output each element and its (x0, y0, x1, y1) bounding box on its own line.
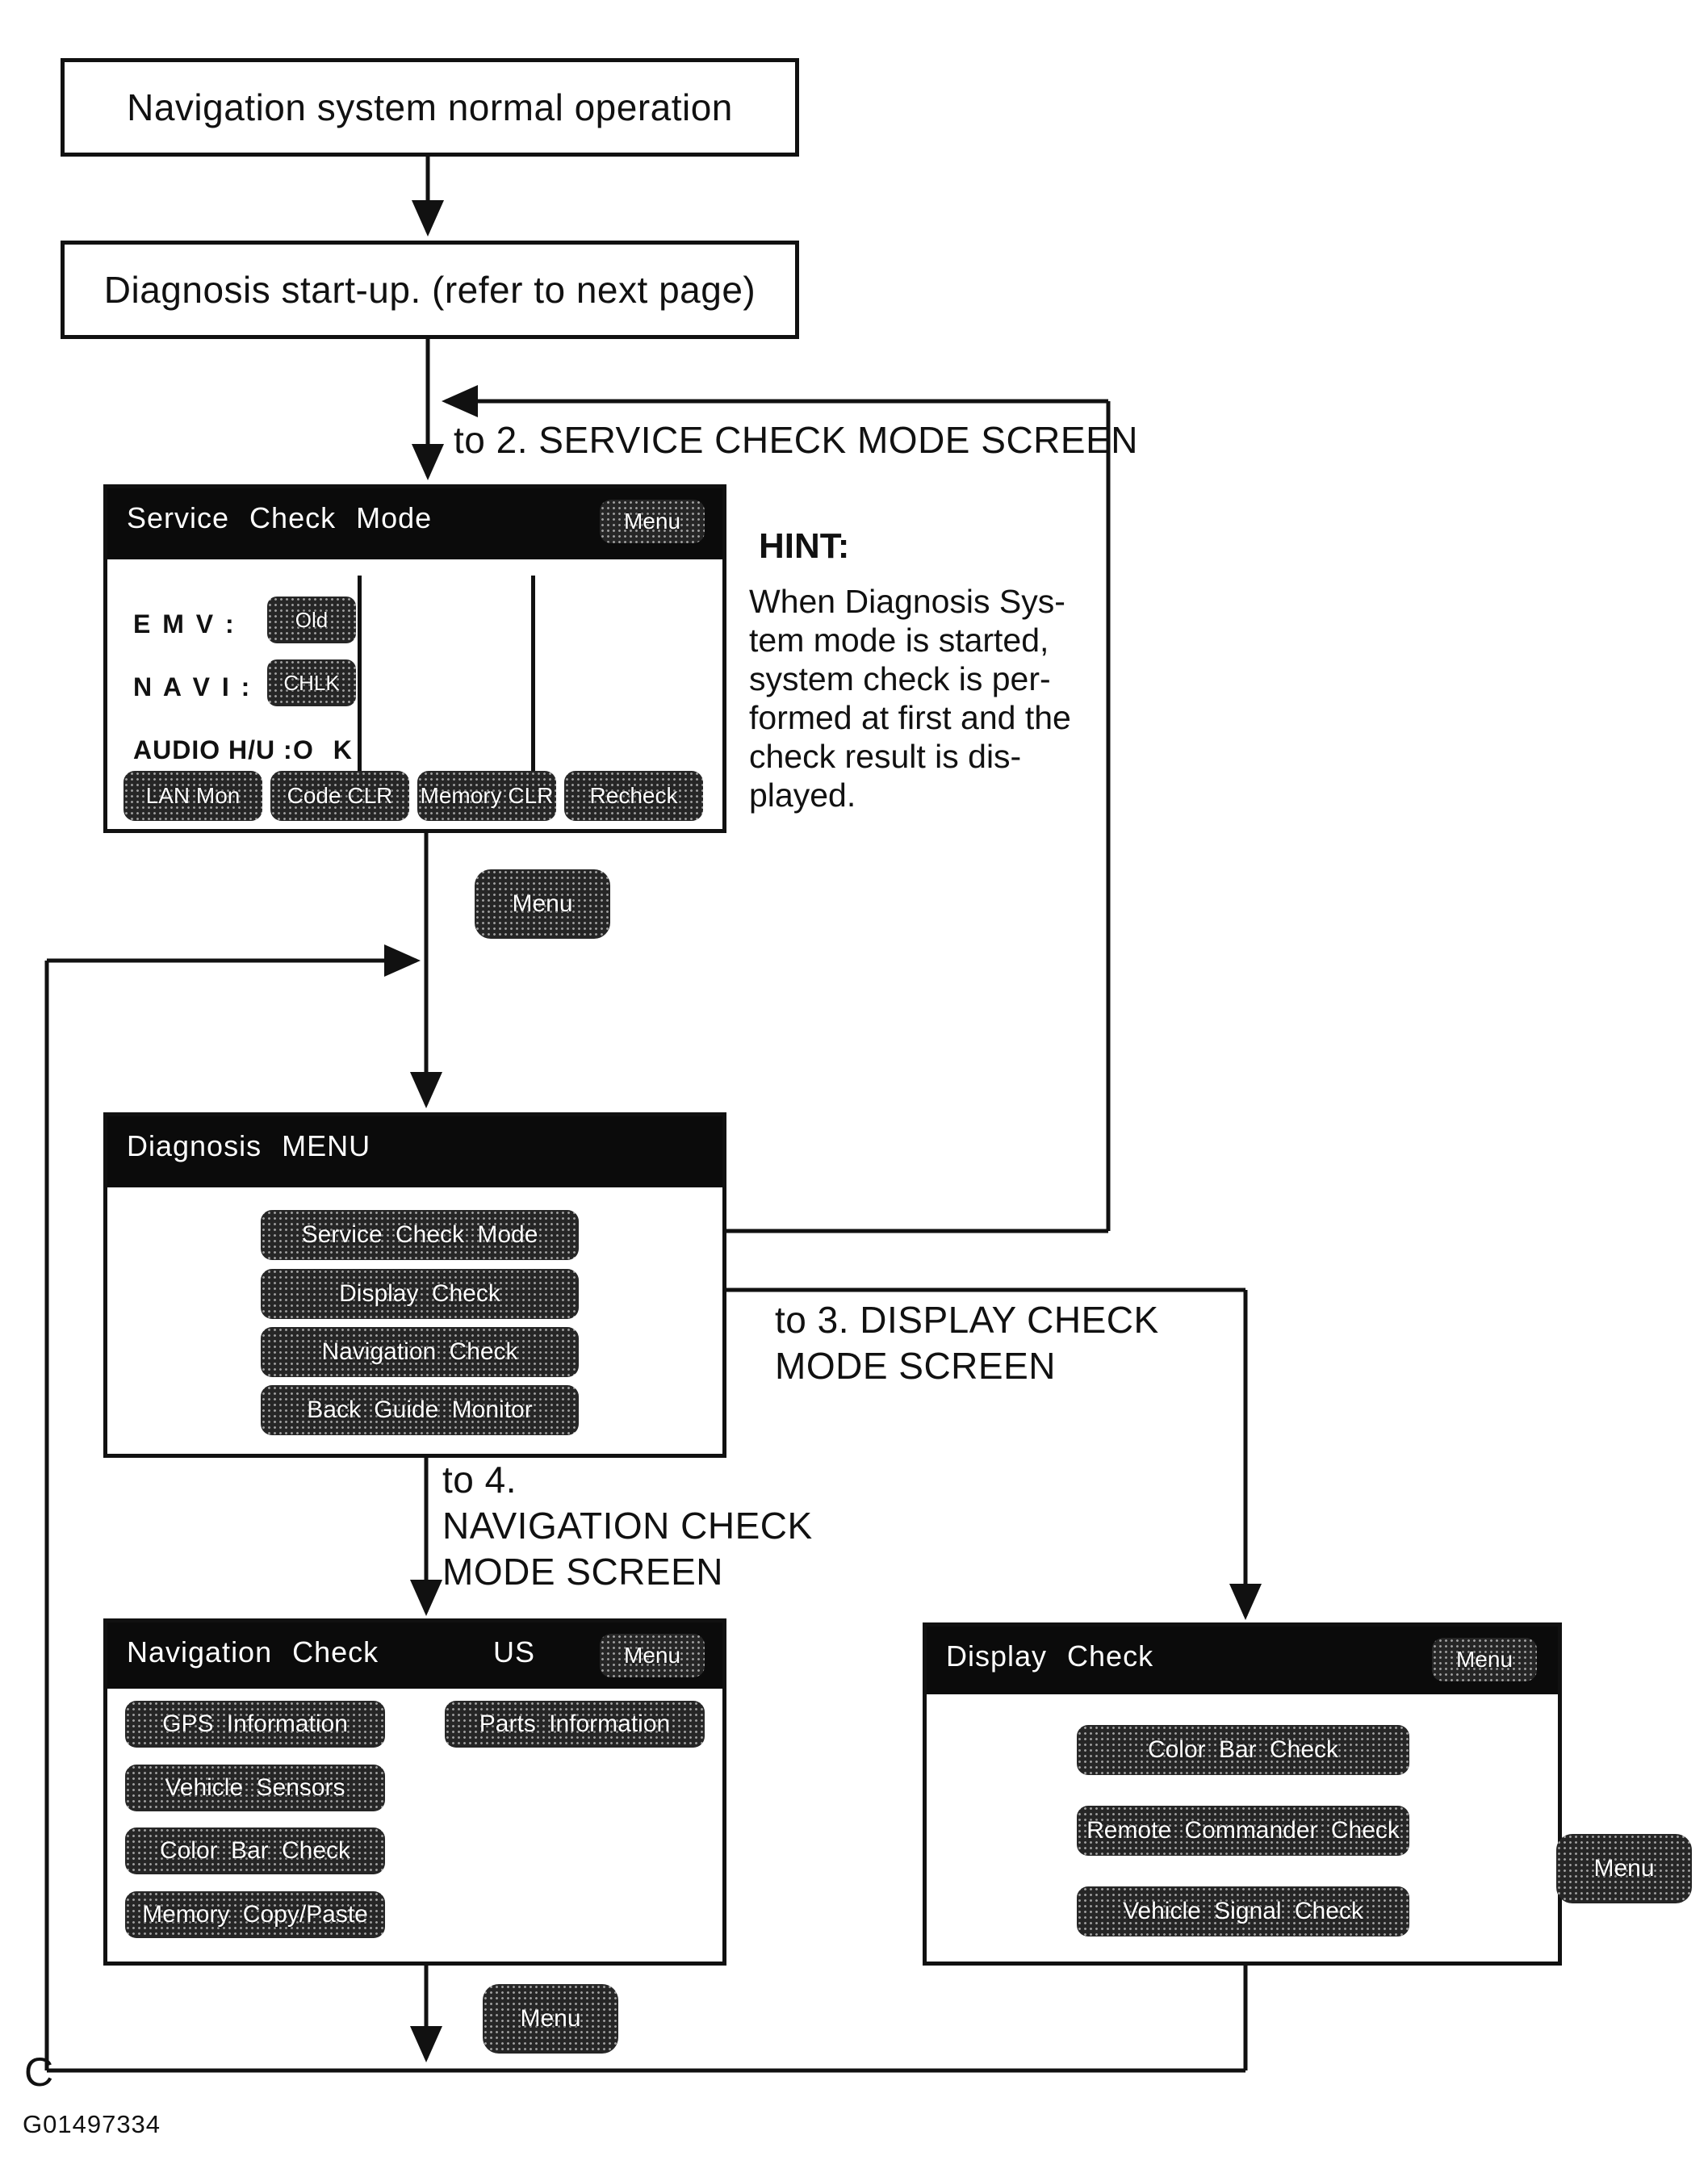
flow-box-normal-operation: Navigation system normal operation (61, 58, 799, 157)
remote-commander-check-button[interactable]: Remote Commander Check (1077, 1806, 1409, 1856)
gps-information-button[interactable]: GPS Information (125, 1701, 385, 1748)
navi-label: N A V I : (133, 672, 253, 701)
display-check-title: Display Check (946, 1639, 1154, 1673)
menu-return-button-service[interactable]: Menu (475, 869, 610, 939)
audio-hu-label: AUDIO H/U : (133, 735, 293, 764)
label-to-display-check-line1: to 3. DISPLAY CHECK (775, 1299, 1159, 1341)
color-bar-check-button-display[interactable]: Color Bar Check (1077, 1725, 1409, 1775)
hint-text-line: When Diagnosis Sys- (749, 583, 1065, 620)
hint-text-line: tem mode is started, (749, 622, 1049, 659)
display-check-titlebar (927, 1627, 1558, 1694)
memory-copy-paste-button[interactable]: Memory Copy/Paste (125, 1891, 385, 1938)
service-check-mode-screen (103, 484, 726, 833)
navigation-check-titlebar (107, 1622, 722, 1689)
navigation-check-screen (103, 1618, 726, 1966)
emv-status-chip[interactable]: Old (267, 597, 356, 643)
menu-return-button-display[interactable]: Menu (1556, 1834, 1692, 1903)
label-to-navigation-check-line1: to 4. (442, 1459, 517, 1501)
service-screen-menu-button[interactable]: Menu (600, 500, 705, 543)
menu-return-button-navigation[interactable]: Menu (483, 1984, 618, 2054)
flow-box-diagnosis-startup: Diagnosis start-up. (refer to next page) (61, 241, 799, 339)
audio-hu-value: O K (293, 735, 358, 764)
page-corner-label: C (24, 2049, 54, 2095)
label-to-display-check-line2: MODE SCREEN (775, 1345, 1056, 1387)
memory-clr-button[interactable]: Memory CLR (417, 771, 556, 821)
recheck-button[interactable]: Recheck (564, 771, 703, 821)
diagnosis-menu-screen (103, 1112, 726, 1458)
emv-label: E M V : (133, 609, 237, 639)
navigation-check-button[interactable]: Navigation Check (261, 1327, 579, 1377)
column-divider (531, 576, 535, 776)
hint-text-line: check result is dis- (749, 738, 1022, 775)
code-clr-button[interactable]: Code CLR (270, 771, 409, 821)
label-to-service-check-mode: to 2. SERVICE CHECK MODE SCREEN (454, 419, 1138, 461)
vehicle-sensors-button[interactable]: Vehicle Sensors (125, 1765, 385, 1811)
back-guide-monitor-button[interactable]: Back Guide Monitor (261, 1385, 579, 1435)
service-screen-titlebar (107, 488, 722, 559)
hint-text-line: played. (749, 777, 856, 814)
navi-status-chip[interactable]: CHLK (267, 659, 356, 706)
hint-text-line: system check is per- (749, 660, 1051, 697)
hint-title: HINT: (759, 526, 850, 566)
figure-code: G01497334 (23, 2110, 161, 2138)
vehicle-signal-check-button[interactable]: Vehicle Signal Check (1077, 1886, 1409, 1936)
display-check-menu-button[interactable]: Menu (1432, 1638, 1537, 1681)
display-check-button[interactable]: Display Check (261, 1269, 579, 1319)
navigation-check-menu-button[interactable]: Menu (600, 1634, 705, 1677)
diagnosis-menu-title: Diagnosis MENU (127, 1129, 371, 1162)
label-to-navigation-check-line3: MODE SCREEN (442, 1551, 723, 1593)
diagnosis-menu-titlebar (107, 1116, 722, 1187)
hint-text-line: formed at first and the (749, 699, 1071, 736)
lan-mon-button[interactable]: LAN Mon (123, 771, 262, 821)
service-check-mode-button[interactable]: Service Check Mode (261, 1210, 579, 1260)
color-bar-check-button-nav[interactable]: Color Bar Check (125, 1828, 385, 1874)
region-label: US (493, 1635, 536, 1668)
display-check-screen (923, 1622, 1562, 1966)
parts-information-button[interactable]: Parts Information (445, 1701, 705, 1748)
navigation-check-title: Navigation Check (127, 1635, 379, 1668)
label-to-navigation-check-line2: NAVIGATION CHECK (442, 1505, 813, 1547)
service-screen-title: Service Check Mode (127, 501, 433, 534)
